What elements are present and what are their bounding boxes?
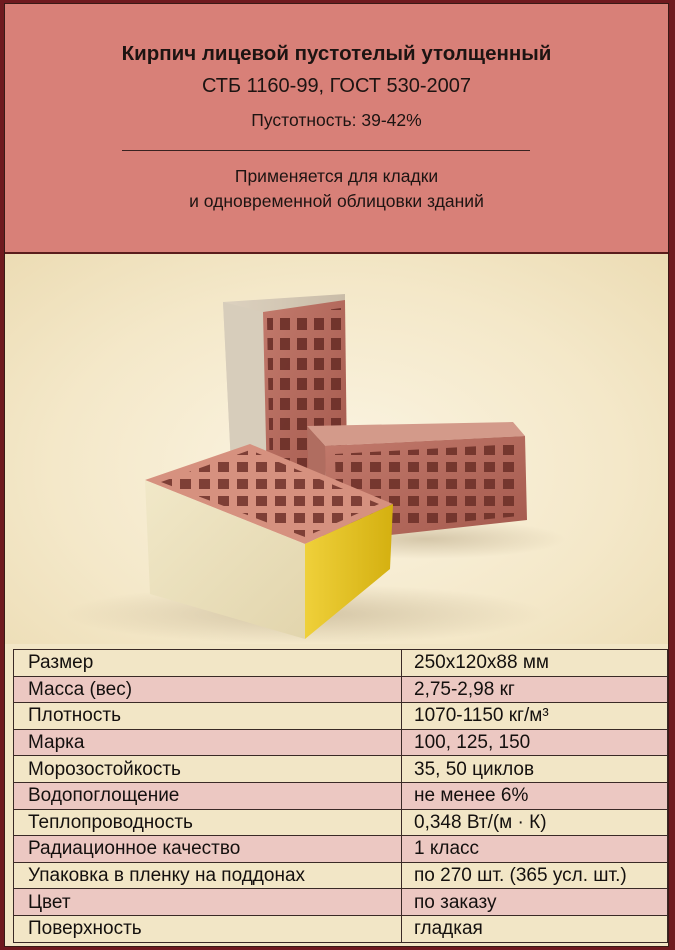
spec-row bbox=[14, 676, 668, 703]
product-title: Кирпич лицевой пустотелый утолщенный bbox=[121, 42, 552, 65]
spec-label: Поверхность bbox=[14, 915, 402, 942]
spec-label: Водопоглощение bbox=[14, 782, 402, 809]
spec-value: гладкая bbox=[402, 915, 668, 942]
spec-value: 250х120х88 мм bbox=[402, 650, 668, 677]
hollowness-text: Пустотность: 39-42% bbox=[251, 110, 422, 130]
page-frame bbox=[4, 3, 669, 947]
spec-value: 1 класс bbox=[402, 836, 668, 863]
spec-row bbox=[14, 836, 668, 863]
spec-row bbox=[14, 915, 668, 942]
spec-label: Морозостойкость bbox=[14, 756, 402, 783]
spec-label: Цвет bbox=[14, 889, 402, 916]
usage-text-line2: и одновременной облицовки зданий bbox=[189, 191, 484, 211]
spec-row bbox=[14, 756, 668, 783]
bricks-illustration bbox=[5, 254, 668, 644]
spec-value: по 270 шт. (365 усл. шт.) bbox=[402, 862, 668, 889]
usage-text-line1: Применяется для кладки bbox=[234, 166, 439, 186]
spec-value: 2,75-2,98 кг bbox=[402, 676, 668, 703]
spec-row bbox=[14, 809, 668, 836]
spec-label: Размер bbox=[14, 650, 402, 677]
spec-row bbox=[14, 889, 668, 916]
divider-line bbox=[122, 150, 530, 151]
spec-label: Теплопроводность bbox=[14, 809, 402, 836]
spec-label: Масса (вес) bbox=[14, 676, 402, 703]
spec-row bbox=[14, 782, 668, 809]
spec-label: Марка bbox=[14, 729, 402, 756]
spec-value: не менее 6% bbox=[402, 782, 668, 809]
spec-value: 1070-1150 кг/м³ bbox=[402, 703, 668, 730]
spec-value: 35, 50 циклов bbox=[402, 756, 668, 783]
spec-row bbox=[14, 703, 668, 730]
spec-value: 0,348 Вт/(м · К) bbox=[402, 809, 668, 836]
spec-row bbox=[14, 862, 668, 889]
standards-text: СТБ 1160-99, ГОСТ 530-2007 bbox=[201, 75, 472, 97]
spec-label: Плотность bbox=[14, 703, 402, 730]
spec-row bbox=[14, 650, 668, 677]
spec-row bbox=[14, 729, 668, 756]
spec-value: 100, 125, 150 bbox=[402, 729, 668, 756]
bricks-photo bbox=[5, 254, 668, 644]
header-panel bbox=[5, 4, 668, 254]
specs-table bbox=[13, 649, 668, 943]
spec-label: Радиационное качество bbox=[14, 836, 402, 863]
spec-value: по заказу bbox=[402, 889, 668, 916]
spec-label: Упаковка в пленку на поддонах bbox=[14, 862, 402, 889]
